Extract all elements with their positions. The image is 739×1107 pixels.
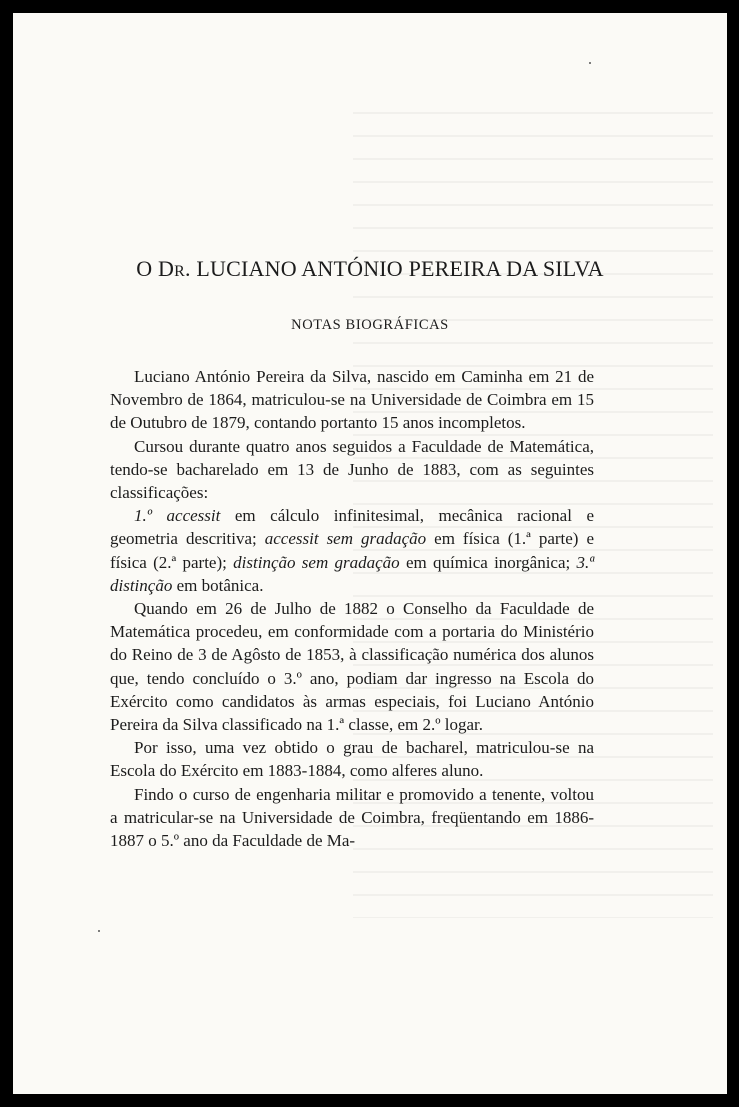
paragraph [110,435,594,505]
paper-speck [589,62,591,64]
italic-text: 3.ª distinção [110,552,594,595]
paragraph-text: em física (1.ª parte) e física (2.ª parte); [110,529,594,572]
paragraph-text: em botânica. [172,575,264,595]
page-subtitle: NOTAS BIOGRÁFICAS [291,317,449,333]
title-prefix: O D [136,256,175,281]
title-prefix-small: R [174,263,186,280]
paragraph-text: Quando em 26 de Julho de 1882 o Conselho da Faculdade de Matemática procedeu, em conformidade com a portaria do Ministério do Reino de 3 de Agôsto de 1853, à classificação numérica dos alunos que, tendo concluído o 3.º ano, podiam dar ingresso na Escola do Exército como candidatos às armas especiais, foi Luciano António Pereira da Silva classificado na 1.ª classe, em 2.º logar. [110,599,594,735]
body-text [110,365,594,852]
paragraph-text: em cálculo infinitesimal, mecânica racional e geometria descritiva; [110,506,594,549]
paragraph [110,783,594,853]
paragraph [110,365,594,435]
paragraph-text: Luciano António Pereira da Silva, nascido em Caminha em 21 de Novembro de 1864, matriculou-se na Universidade de Coimbra em 15 de Outubro de 1879, contando portanto 15 anos incompletos. [110,367,594,433]
italic-text: accessit sem gradação [264,529,427,549]
paragraph [110,597,594,736]
paragraph-text: Findo o curso de engenharia militar e promovido a tenente, voltou a matricular-se na Universidade de Coimbra, freqüentando em 1886-1887 o 5.º ano da Faculdade de Ma- [110,784,594,851]
page-title [13,256,727,282]
title-name: . LUCIANO ANTÓNIO PEREIRA DA SILVA [185,256,604,281]
paragraph [110,736,594,782]
paragraph-text: Cursou durante quatro anos seguidos a Faculdade de Matemática, tendo-se bacharelado em 13 de Junho de 1883, com as seguintes classificações: [110,436,594,503]
italic-text: 1.º accessit [134,506,221,526]
paragraph [110,504,594,597]
paragraph-text: em química inorgânica; [399,552,577,572]
paragraph-text: Por isso, uma vez obtido o grau de bacharel, matriculou-se na Escola do Exército em 1883-1884, como alferes aluno. [110,738,594,781]
document-page [13,13,727,1094]
italic-text: distinção sem gradação [233,552,400,572]
paper-speck [98,930,100,932]
